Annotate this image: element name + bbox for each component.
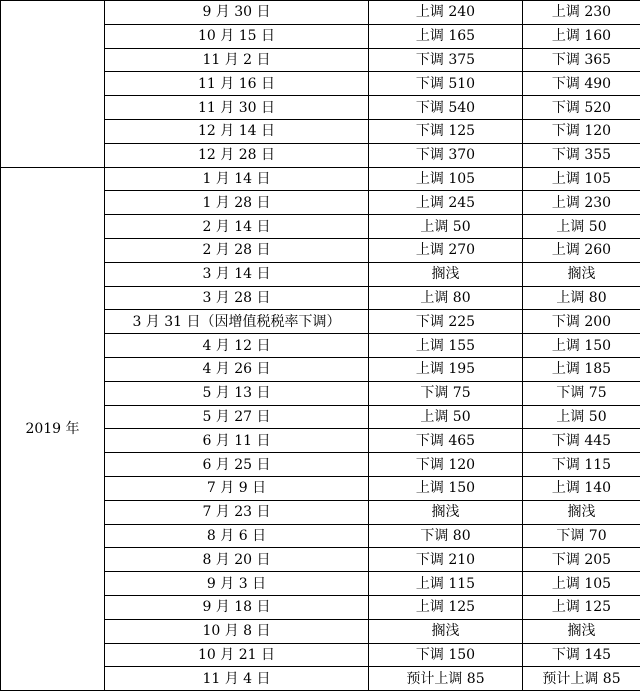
adjustment-cell: 上调 105 — [523, 167, 640, 191]
adjustment-cell: 搁浅 — [369, 500, 523, 524]
date-cell: 10 月 21 日 — [105, 643, 369, 667]
adjustment-cell: 上调 150 — [369, 476, 523, 500]
adjustment-cell: 上调 105 — [523, 572, 640, 596]
adjustment-cell: 上调 125 — [523, 595, 640, 619]
adjustment-cell: 上调 185 — [523, 357, 640, 381]
date-cell: 2 月 14 日 — [105, 215, 369, 239]
adjustment-cell: 上调 245 — [369, 191, 523, 215]
date-cell: 9 月 30 日 — [105, 1, 369, 25]
adjustment-cell: 上调 50 — [523, 405, 640, 429]
adjustment-cell: 下调 75 — [523, 381, 640, 405]
date-cell: 4 月 26 日 — [105, 357, 369, 381]
adjustment-cell: 上调 230 — [523, 1, 640, 25]
year-cell — [1, 1, 105, 168]
adjustment-cell: 上调 240 — [369, 1, 523, 25]
date-cell: 11 月 2 日 — [105, 48, 369, 72]
table-body — [1, 1, 640, 691]
adjustment-cell: 预计上调 85 — [523, 667, 640, 691]
adjustment-cell: 下调 510 — [369, 72, 523, 96]
date-cell: 8 月 20 日 — [105, 548, 369, 572]
adjustment-cell: 下调 375 — [369, 48, 523, 72]
adjustment-cell: 下调 75 — [369, 381, 523, 405]
date-cell: 5 月 27 日 — [105, 405, 369, 429]
date-cell: 6 月 25 日 — [105, 453, 369, 477]
date-cell: 1 月 14 日 — [105, 167, 369, 191]
adjustment-cell: 下调 205 — [523, 548, 640, 572]
date-cell: 10 月 15 日 — [105, 24, 369, 48]
adjustment-cell: 下调 370 — [369, 143, 523, 167]
year-cell: 2019 年 — [1, 167, 105, 691]
adjustment-cell: 上调 125 — [369, 595, 523, 619]
adjustment-cell: 上调 50 — [369, 405, 523, 429]
adjustment-cell: 下调 70 — [523, 524, 640, 548]
adjustment-cell: 下调 540 — [369, 96, 523, 120]
adjustment-cell: 上调 165 — [369, 24, 523, 48]
table-row — [1, 167, 640, 191]
adjustment-cell: 下调 120 — [523, 119, 640, 143]
adjustment-cell: 下调 125 — [369, 119, 523, 143]
adjustment-cell: 搁浅 — [369, 619, 523, 643]
date-cell: 10 月 8 日 — [105, 619, 369, 643]
adjustment-cell: 下调 520 — [523, 96, 640, 120]
adjustment-cell: 上调 150 — [523, 334, 640, 358]
adjustment-cell: 搁浅 — [523, 619, 640, 643]
adjustment-cell: 搁浅 — [523, 262, 640, 286]
adjustment-cell: 下调 210 — [369, 548, 523, 572]
adjustment-cell: 下调 355 — [523, 143, 640, 167]
date-cell: 11 月 16 日 — [105, 72, 369, 96]
adjustment-cell: 上调 195 — [369, 357, 523, 381]
adjustment-cell: 上调 80 — [369, 286, 523, 310]
adjustment-cell: 上调 160 — [523, 24, 640, 48]
adjustment-cell: 上调 230 — [523, 191, 640, 215]
date-cell: 2 月 28 日 — [105, 238, 369, 262]
date-cell: 4 月 12 日 — [105, 334, 369, 358]
date-cell: 1 月 28 日 — [105, 191, 369, 215]
date-cell: 3 月 14 日 — [105, 262, 369, 286]
date-cell: 3 月 31 日（因增值税税率下调） — [105, 310, 369, 334]
date-cell: 9 月 3 日 — [105, 572, 369, 596]
adjustment-cell: 上调 80 — [523, 286, 640, 310]
date-cell: 9 月 18 日 — [105, 595, 369, 619]
adjustment-cell: 下调 200 — [523, 310, 640, 334]
date-cell: 8 月 6 日 — [105, 524, 369, 548]
adjustment-cell: 上调 260 — [523, 238, 640, 262]
adjustment-cell: 搁浅 — [369, 262, 523, 286]
adjustment-cell: 下调 150 — [369, 643, 523, 667]
date-cell: 3 月 28 日 — [105, 286, 369, 310]
date-cell: 7 月 23 日 — [105, 500, 369, 524]
adjustment-cell: 上调 115 — [369, 572, 523, 596]
adjustment-cell: 下调 115 — [523, 453, 640, 477]
date-cell: 11 月 4 日 — [105, 667, 369, 691]
date-cell: 6 月 11 日 — [105, 429, 369, 453]
date-cell: 5 月 13 日 — [105, 381, 369, 405]
adjustment-cell: 下调 225 — [369, 310, 523, 334]
adjustment-cell: 上调 270 — [369, 238, 523, 262]
adjustment-cell: 下调 145 — [523, 643, 640, 667]
date-cell: 12 月 14 日 — [105, 119, 369, 143]
date-cell: 12 月 28 日 — [105, 143, 369, 167]
adjustment-cell: 上调 155 — [369, 334, 523, 358]
adjustment-cell: 下调 365 — [523, 48, 640, 72]
adjustment-cell: 上调 140 — [523, 476, 640, 500]
adjustment-cell: 上调 105 — [369, 167, 523, 191]
table-row — [1, 1, 640, 25]
date-cell: 11 月 30 日 — [105, 96, 369, 120]
adjustment-cell: 搁浅 — [523, 500, 640, 524]
adjustment-cell: 下调 490 — [523, 72, 640, 96]
adjustment-cell: 预计上调 85 — [369, 667, 523, 691]
date-cell: 7 月 9 日 — [105, 476, 369, 500]
adjustment-cell: 上调 50 — [369, 215, 523, 239]
adjustment-cell: 上调 50 — [523, 215, 640, 239]
adjustment-cell: 下调 120 — [369, 453, 523, 477]
adjustment-cell: 下调 445 — [523, 429, 640, 453]
adjustment-cell: 下调 80 — [369, 524, 523, 548]
adjustment-cell: 下调 465 — [369, 429, 523, 453]
